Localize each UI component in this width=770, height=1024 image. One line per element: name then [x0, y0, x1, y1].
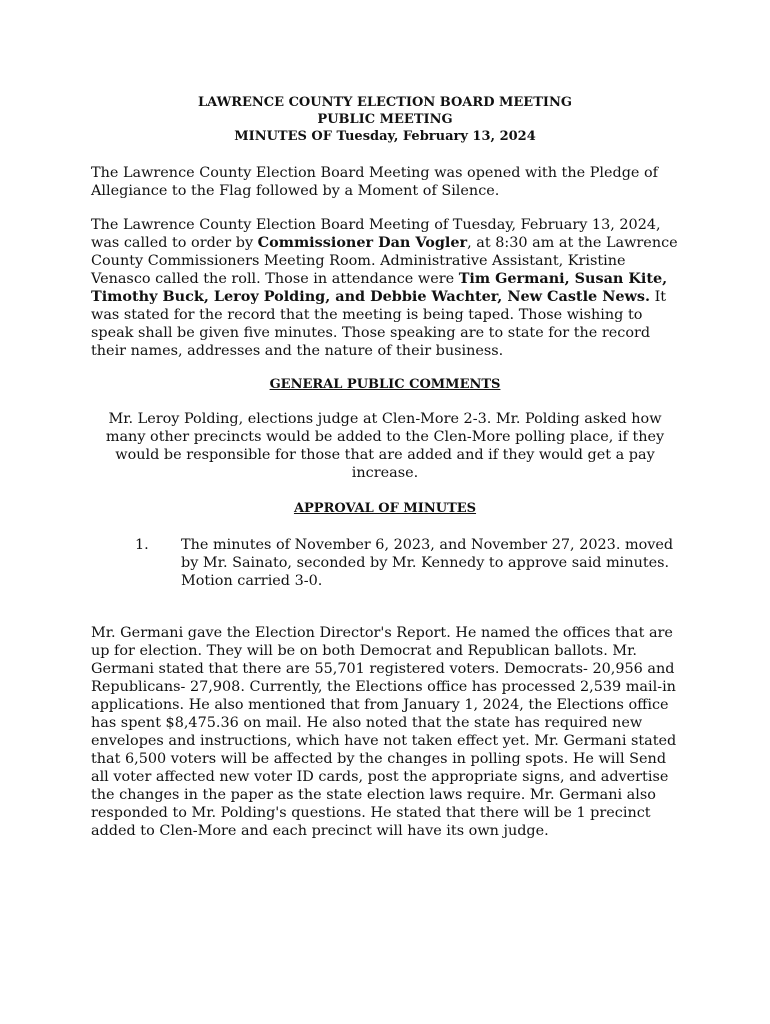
general-public-comments-heading: GENERAL PUBLIC COMMENTS [269, 377, 501, 392]
header-org-title: LAWRENCE COUNTY ELECTION BOARD MEETING [198, 95, 572, 110]
call-to-order-text-1: The Lawrence County Election Board Meeting of Tuesday, February 13, 2024, was called to order by [91, 217, 661, 251]
list-item-number: 1. [135, 537, 149, 553]
director-report-paragraph: Mr. Germani gave the Election Director's Report. He named the offices that are up for election. They will be on both Democrat and Republican ballots. Mr. Germani stated that there are 55,701 registered voters. Democrats- 20,956 and Republicans- 27,908. Currently, the Elections office has processed 2,539 mail-in applications. He also mentioned that from January 1, 2024, the Elections office has spent $8,475.36 on mail. He also noted that the state has required new envelopes and instructions, which have not taken effect yet. Mr. Germani stated that 6,500 voters will be affected by the changes in polling spots. He will Send all voter affected new voter ID cards, post the appropriate signs, and advertise the changes in the paper as the state election laws require. Mr. Germani also responded to Mr. Polding's questions. He stated that there will be 1 precinct added to Clen-More and each precinct will have its own judge. [91, 625, 677, 839]
public-comment-paragraph: Mr. Leroy Polding, elections judge at Clen-More 2-3. Mr. Polding asked how many other precincts would be added to the Clen-More polling place, if they would be responsible for those that are added and if they would get a pay increase. [105, 411, 665, 481]
call-to-order-paragraph [91, 216, 683, 360]
opening-paragraph: The Lawrence County Election Board Meeting was opened with the Pledge of Allegiance to the Flag followed by a Moment of Silence. [91, 165, 659, 199]
header-minutes-date: MINUTES OF Tuesday, February 13, 2024 [234, 129, 536, 144]
attendees-list: Tim Germani, Susan Kite, Timothy Buck, Leroy Polding, and Debbie Wachter, New Castle News. [91, 270, 668, 305]
header-meeting-type: PUBLIC MEETING [317, 112, 453, 127]
call-to-order-text-3: It was stated for the record that the meeting is being taped. Those wishing to speak shall be given five minutes. Those speaking are to state for the record their names, addresses and the nature of their business. [91, 289, 667, 359]
list-item-text: The minutes of November 6, 2023, and November 27, 2023. moved by Mr. Sainato, seconded by Mr. Kennedy to approve said minutes. Motion carried 3-0. [181, 537, 674, 589]
call-to-order-text-2: , at 8:30 am at the Lawrence County Commissioners Meeting Room. Administrative Assistant, Kristine Venasco called the roll. Those in attendance were [91, 235, 678, 287]
approval-of-minutes-heading: APPROVAL OF MINUTES [293, 501, 477, 516]
document-header [91, 94, 679, 145]
presiding-commissioner: Commissioner Dan Vogler [257, 234, 468, 251]
